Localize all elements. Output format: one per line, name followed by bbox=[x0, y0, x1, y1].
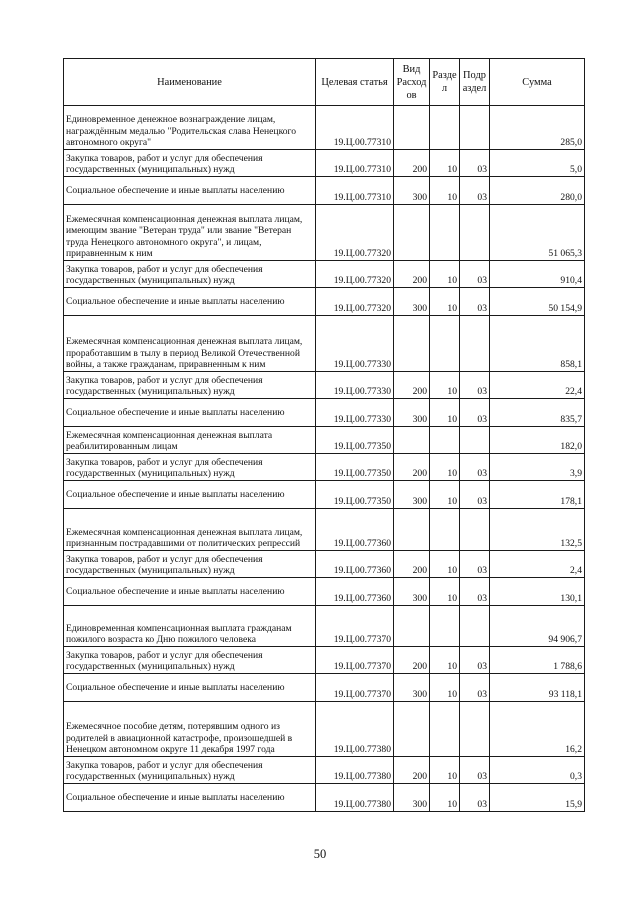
row-expense-type-cell bbox=[394, 606, 430, 647]
row-sum-cell: 15,9 bbox=[490, 784, 585, 812]
row-subsection-cell bbox=[460, 316, 490, 372]
table-row bbox=[64, 150, 585, 177]
row-target-code-cell: 19.Ц.00.77320 bbox=[316, 288, 394, 316]
row-sum-cell: 0,3 bbox=[490, 757, 585, 784]
row-name-cell: Закупка товаров, работ и услуг для обеспечения государственных (муниципальных) нужд bbox=[64, 454, 316, 481]
row-target-code-cell: 19.Ц.00.77310 bbox=[316, 150, 394, 177]
row-subsection-cell: 03 bbox=[460, 757, 490, 784]
row-name-cell: Единовременное денежное вознаграждение лицам, награждённым медалью "Родительская слава Ненецкого автономного округа" bbox=[64, 106, 316, 150]
row-name-cell: Социальное обеспечение и иные выплаты населению bbox=[64, 288, 316, 316]
row-name-cell: Социальное обеспечение и иные выплаты населению bbox=[64, 578, 316, 606]
row-section-cell bbox=[430, 606, 460, 647]
row-section-cell: 10 bbox=[430, 674, 460, 702]
row-section-cell bbox=[430, 509, 460, 551]
row-expense-type-cell: 200 bbox=[394, 454, 430, 481]
row-section-cell: 10 bbox=[430, 288, 460, 316]
row-subsection-cell: 03 bbox=[460, 647, 490, 674]
row-expense-type-cell: 200 bbox=[394, 551, 430, 578]
row-target-code-cell: 19.Ц.00.77330 bbox=[316, 316, 394, 372]
table-row bbox=[64, 261, 585, 288]
row-sum-cell: 280,0 bbox=[490, 177, 585, 205]
row-sum-cell: 285,0 bbox=[490, 106, 585, 150]
budget-table bbox=[63, 58, 585, 812]
row-expense-type-cell: 200 bbox=[394, 372, 430, 399]
row-expense-type-cell: 300 bbox=[394, 674, 430, 702]
row-target-code-cell: 19.Ц.00.77380 bbox=[316, 784, 394, 812]
row-subsection-cell: 03 bbox=[460, 372, 490, 399]
row-target-code-cell: 19.Ц.00.77360 bbox=[316, 509, 394, 551]
row-target-code-cell: 19.Ц.00.77380 bbox=[316, 702, 394, 757]
row-expense-type-cell: 200 bbox=[394, 150, 430, 177]
row-sum-cell: 178,1 bbox=[490, 481, 585, 509]
row-target-code-cell: 19.Ц.00.77330 bbox=[316, 399, 394, 427]
row-subsection-cell: 03 bbox=[460, 454, 490, 481]
row-target-code-cell: 19.Ц.00.77310 bbox=[316, 177, 394, 205]
row-target-code-cell: 19.Ц.00.77350 bbox=[316, 481, 394, 509]
row-section-cell bbox=[430, 205, 460, 261]
row-sum-cell: 16,2 bbox=[490, 702, 585, 757]
row-sum-cell: 2,4 bbox=[490, 551, 585, 578]
table-row bbox=[64, 784, 585, 812]
row-section-cell: 10 bbox=[430, 647, 460, 674]
row-expense-type-cell bbox=[394, 316, 430, 372]
row-target-code-cell: 19.Ц.00.77370 bbox=[316, 647, 394, 674]
row-subsection-cell: 03 bbox=[460, 551, 490, 578]
row-target-code-cell: 19.Ц.00.77360 bbox=[316, 551, 394, 578]
row-sum-cell: 132,5 bbox=[490, 509, 585, 551]
row-subsection-cell bbox=[460, 606, 490, 647]
header-subsection: Подр аздел bbox=[460, 59, 490, 106]
table-row bbox=[64, 757, 585, 784]
row-sum-cell: 51 065,3 bbox=[490, 205, 585, 261]
row-sum-cell: 22,4 bbox=[490, 372, 585, 399]
table-row bbox=[64, 399, 585, 427]
row-name-cell: Закупка товаров, работ и услуг для обеспечения государственных (муниципальных) нужд bbox=[64, 372, 316, 399]
row-expense-type-cell bbox=[394, 106, 430, 150]
table-row bbox=[64, 509, 585, 551]
row-sum-cell: 50 154,9 bbox=[490, 288, 585, 316]
row-expense-type-cell: 200 bbox=[394, 647, 430, 674]
row-section-cell bbox=[430, 106, 460, 150]
row-sum-cell: 3,9 bbox=[490, 454, 585, 481]
row-target-code-cell: 19.Ц.00.77320 bbox=[316, 261, 394, 288]
row-sum-cell: 182,0 bbox=[490, 427, 585, 454]
table-row bbox=[64, 427, 585, 454]
row-target-code-cell: 19.Ц.00.77380 bbox=[316, 757, 394, 784]
row-sum-cell: 910,4 bbox=[490, 261, 585, 288]
row-expense-type-cell: 300 bbox=[394, 784, 430, 812]
row-subsection-cell: 03 bbox=[460, 674, 490, 702]
row-section-cell bbox=[430, 316, 460, 372]
row-name-cell: Социальное обеспечение и иные выплаты населению bbox=[64, 177, 316, 205]
row-target-code-cell: 19.Ц.00.77360 bbox=[316, 578, 394, 606]
row-subsection-cell bbox=[460, 106, 490, 150]
row-target-code-cell: 19.Ц.00.77310 bbox=[316, 106, 394, 150]
row-name-cell: Закупка товаров, работ и услуг для обеспечения государственных (муниципальных) нужд bbox=[64, 757, 316, 784]
row-section-cell: 10 bbox=[430, 757, 460, 784]
row-target-code-cell: 19.Ц.00.77350 bbox=[316, 427, 394, 454]
row-expense-type-cell bbox=[394, 205, 430, 261]
row-section-cell: 10 bbox=[430, 150, 460, 177]
row-target-code-cell: 19.Ц.00.77350 bbox=[316, 454, 394, 481]
table-header-row bbox=[64, 59, 585, 106]
row-subsection-cell bbox=[460, 509, 490, 551]
row-expense-type-cell: 200 bbox=[394, 261, 430, 288]
row-sum-cell: 858,1 bbox=[490, 316, 585, 372]
row-subsection-cell bbox=[460, 205, 490, 261]
row-target-code-cell: 19.Ц.00.77320 bbox=[316, 205, 394, 261]
row-name-cell: Социальное обеспечение и иные выплаты населению bbox=[64, 399, 316, 427]
table-row bbox=[64, 372, 585, 399]
row-subsection-cell: 03 bbox=[460, 177, 490, 205]
table-row bbox=[64, 647, 585, 674]
table-row bbox=[64, 106, 585, 150]
table-body bbox=[64, 106, 585, 812]
row-subsection-cell bbox=[460, 702, 490, 757]
row-section-cell: 10 bbox=[430, 399, 460, 427]
header-name: Наименование bbox=[64, 59, 316, 106]
row-target-code-cell: 19.Ц.00.77370 bbox=[316, 674, 394, 702]
row-sum-cell: 835,7 bbox=[490, 399, 585, 427]
row-name-cell: Закупка товаров, работ и услуг для обеспечения государственных (муниципальных) нужд bbox=[64, 150, 316, 177]
row-name-cell: Социальное обеспечение и иные выплаты населению bbox=[64, 784, 316, 812]
row-expense-type-cell: 300 bbox=[394, 288, 430, 316]
header-expense-type: Вид Расход ов bbox=[394, 59, 430, 106]
row-sum-cell: 5,0 bbox=[490, 150, 585, 177]
row-subsection-cell: 03 bbox=[460, 399, 490, 427]
header-target-article: Целевая статья bbox=[316, 59, 394, 106]
table-row bbox=[64, 578, 585, 606]
row-sum-cell: 94 906,7 bbox=[490, 606, 585, 647]
row-sum-cell: 1 788,6 bbox=[490, 647, 585, 674]
row-name-cell: Ежемесячное пособие детям, потерявшим одного из родителей в авиационной катастрофе, произошедшей в Ненецком автономном округе 11 декабря 1997 года bbox=[64, 702, 316, 757]
row-subsection-cell: 03 bbox=[460, 578, 490, 606]
row-name-cell: Закупка товаров, работ и услуг для обеспечения государственных (муниципальных) нужд bbox=[64, 261, 316, 288]
table-row bbox=[64, 674, 585, 702]
row-name-cell: Ежемесячная компенсационная денежная выплата лицам, признанным пострадавшими от политических репрессий bbox=[64, 509, 316, 551]
row-expense-type-cell: 300 bbox=[394, 578, 430, 606]
row-section-cell: 10 bbox=[430, 372, 460, 399]
row-expense-type-cell bbox=[394, 509, 430, 551]
row-section-cell: 10 bbox=[430, 454, 460, 481]
row-section-cell: 10 bbox=[430, 261, 460, 288]
row-expense-type-cell: 300 bbox=[394, 399, 430, 427]
row-target-code-cell: 19.Ц.00.77370 bbox=[316, 606, 394, 647]
row-subsection-cell: 03 bbox=[460, 288, 490, 316]
row-subsection-cell: 03 bbox=[460, 261, 490, 288]
row-name-cell: Социальное обеспечение и иные выплаты населению bbox=[64, 674, 316, 702]
row-section-cell: 10 bbox=[430, 578, 460, 606]
row-subsection-cell: 03 bbox=[460, 784, 490, 812]
row-name-cell: Единовременная компенсационная выплата гражданам пожилого возраста ко Дню пожилого человека bbox=[64, 606, 316, 647]
row-section-cell bbox=[430, 702, 460, 757]
page-number: 50 bbox=[313, 847, 327, 861]
row-section-cell: 10 bbox=[430, 481, 460, 509]
row-section-cell: 10 bbox=[430, 784, 460, 812]
table-row bbox=[64, 606, 585, 647]
row-section-cell: 10 bbox=[430, 177, 460, 205]
header-sum: Сумма bbox=[490, 59, 585, 106]
table-row bbox=[64, 288, 585, 316]
row-name-cell: Социальное обеспечение и иные выплаты населению bbox=[64, 481, 316, 509]
row-target-code-cell: 19.Ц.00.77330 bbox=[316, 372, 394, 399]
table-row bbox=[64, 205, 585, 261]
table-row bbox=[64, 481, 585, 509]
row-expense-type-cell bbox=[394, 427, 430, 454]
header-section: Разде л bbox=[430, 59, 460, 106]
table-row bbox=[64, 551, 585, 578]
row-expense-type-cell: 300 bbox=[394, 481, 430, 509]
row-sum-cell: 130,1 bbox=[490, 578, 585, 606]
row-expense-type-cell: 200 bbox=[394, 757, 430, 784]
row-name-cell: Ежемесячная компенсационная денежная выплата реабилитированным лицам bbox=[64, 427, 316, 454]
table-row bbox=[64, 454, 585, 481]
row-subsection-cell: 03 bbox=[460, 150, 490, 177]
row-name-cell: Ежемесячная компенсационная денежная выплата лицам, имеющим звание "Ветеран труда" или звание "Ветеран труда Ненецкого автономного округа", и лицам, приравненным к ним bbox=[64, 205, 316, 261]
row-expense-type-cell bbox=[394, 702, 430, 757]
row-name-cell: Закупка товаров, работ и услуг для обеспечения государственных (муниципальных) нужд bbox=[64, 551, 316, 578]
row-expense-type-cell: 300 bbox=[394, 177, 430, 205]
table-row bbox=[64, 177, 585, 205]
row-subsection-cell: 03 bbox=[460, 481, 490, 509]
row-name-cell: Закупка товаров, работ и услуг для обеспечения государственных (муниципальных) нужд bbox=[64, 647, 316, 674]
table-row bbox=[64, 702, 585, 757]
row-section-cell bbox=[430, 427, 460, 454]
row-section-cell: 10 bbox=[430, 551, 460, 578]
row-subsection-cell bbox=[460, 427, 490, 454]
row-sum-cell: 93 118,1 bbox=[490, 674, 585, 702]
row-name-cell: Ежемесячная компенсационная денежная выплата лицам, проработавшим в тылу в период Великой Отечественной войны, а также гражданам, приравненным к ним bbox=[64, 316, 316, 372]
table-row bbox=[64, 316, 585, 372]
